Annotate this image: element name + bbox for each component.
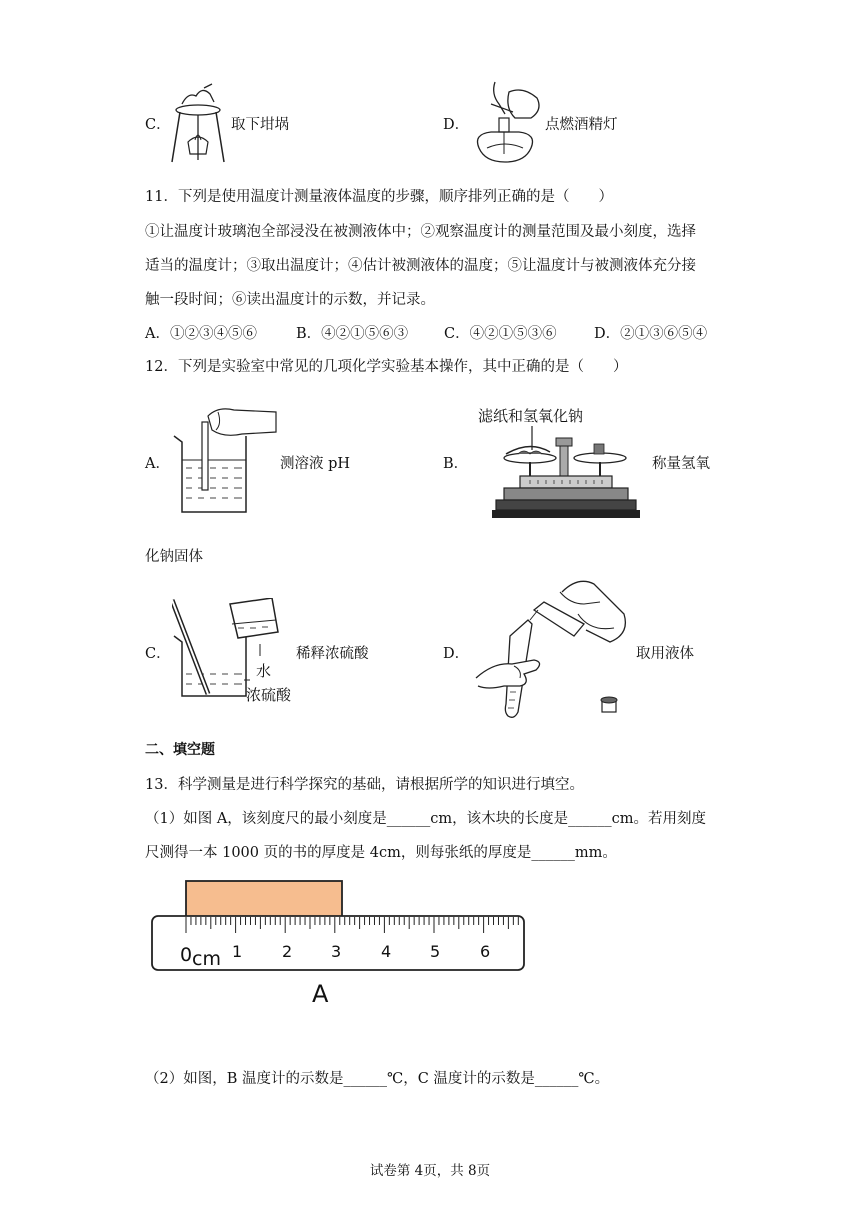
q13-part1-line1: （1）如图 A，该刻度尺的最小刻度是______cm，该木块的长度是______cm。若用刻度 [145, 811, 707, 827]
q11-option-c-text: ④②①⑤③⑥ [469, 326, 557, 342]
section-2-heading: 二、填空题 [145, 742, 215, 758]
q12-option-c-text: 稀释浓硫酸 [296, 646, 369, 662]
q10-option-d-text: 点燃酒精灯 [545, 117, 618, 133]
q10-option-c-text: 取下坩埚 [231, 117, 289, 133]
q12-option-b-wrap-text: 化钠固体 [145, 549, 203, 565]
ruler-number-1: 1 [232, 942, 243, 961]
ruler-number-4: 4 [381, 942, 392, 961]
ruler-number-0: 0 [180, 944, 193, 966]
ruler-number-3: 3 [331, 942, 342, 961]
dilute-fig-acid-label: 浓硫酸 [246, 686, 292, 704]
q13-stem: 13．科学测量是进行科学探究的基础，请根据所学的知识进行填空。 [145, 777, 584, 793]
q10-option-c-label: C． [145, 117, 171, 133]
q11-body-line-3: 触一段时间；⑥读出温度计的示数，并记录。 [145, 292, 435, 308]
page-footer: 试卷第 4页，共 8页 [369, 1163, 491, 1179]
ruler-number-6: 6 [480, 942, 491, 961]
q11-option-b-text: ④②①⑤⑥③ [321, 326, 409, 342]
pour-liquid-figure [474, 574, 634, 724]
ruler-number-2: 2 [282, 942, 293, 961]
q11-option-c[interactable] [444, 322, 557, 343]
ph-test-beaker-figure [172, 402, 280, 520]
q11-body-line-2: 适当的温度计；③取出温度计；④估计被测液体的温度；⑤让温度计与被测液体充分接 [145, 258, 696, 274]
q12-option-d-text: 取用液体 [636, 646, 694, 662]
q12-option-a-text: 测溶液 pH [280, 456, 351, 472]
q11-option-d[interactable] [594, 322, 707, 343]
ruler-figure-label: A [312, 980, 329, 1008]
ruler-number-5: 5 [430, 942, 441, 961]
q10-option-d-label: D． [443, 117, 470, 133]
balance-scale-figure [490, 424, 642, 522]
q12-option-b-label: B． [443, 456, 469, 472]
q11-stem: 11．下列是使用温度计测量液体温度的步骤，顺序排列正确的是（ ） [145, 189, 613, 205]
q11-option-a-text: ①②③④⑤⑥ [169, 326, 257, 342]
q11-option-a[interactable] [145, 322, 257, 343]
dilute-fig-water-label: 水 [256, 662, 272, 680]
q11-option-b-label: B． [296, 326, 322, 342]
ruler-unit: cm [192, 948, 221, 970]
q12-option-b-text: 称量氢氧 [652, 456, 710, 472]
q11-option-d-text: ②①③⑥⑤④ [620, 326, 708, 342]
q11-option-c-label: C． [444, 326, 470, 342]
q12-option-d-label: D． [443, 646, 470, 662]
q11-option-b[interactable] [296, 322, 408, 343]
alcohol-lamp-lighting-figure [465, 78, 545, 164]
q11-option-d-label: D． [594, 326, 621, 342]
q12-option-c-label: C． [145, 646, 171, 662]
crucible-tripod-figure [168, 82, 230, 164]
q11-option-a-label: A． [145, 326, 170, 342]
q11-body-line-1: ①让温度计玻璃泡全部浸没在被测液体中；②观察温度计的测量范围及最小刻度，选择 [145, 224, 696, 240]
q13-part1-line2: 尺测得一本 1000 页的书的厚度是 4cm，则每张纸的厚度是______mm。 [145, 845, 617, 861]
q13-part2: （2）如图，B 温度计的示数是______℃，C 温度计的示数是______℃。 [145, 1071, 610, 1087]
q12-option-a-label: A． [145, 456, 170, 472]
balance-fig-caption: 滤纸和氢氧化钠 [478, 407, 584, 425]
ruler-figure [150, 878, 530, 1010]
q12-stem: 12．下列是实验室中常见的几项化学实验基本操作，其中正确的是（ ） [145, 359, 628, 375]
